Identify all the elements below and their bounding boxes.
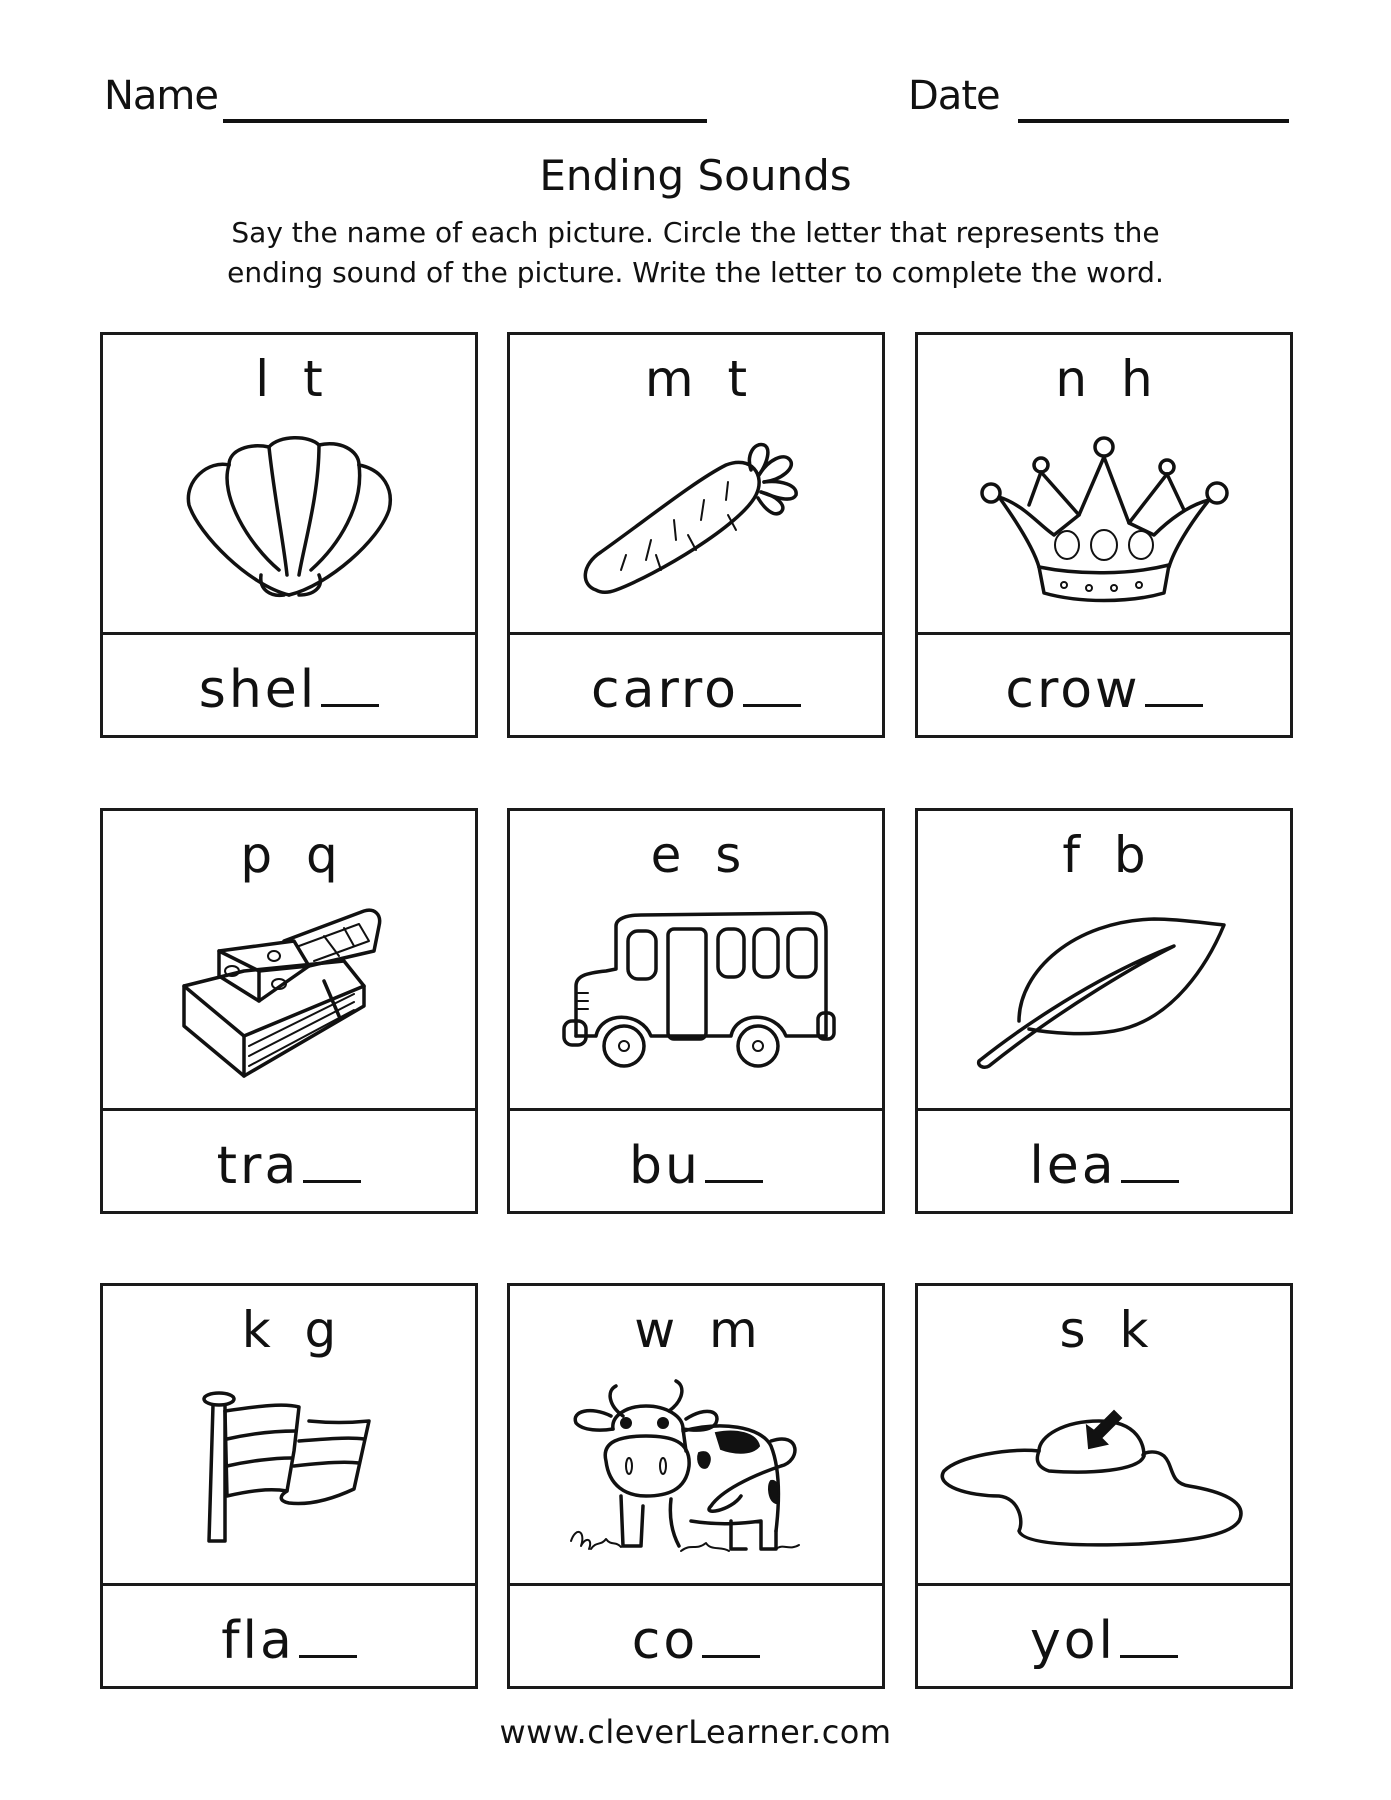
- card-shell: [100, 332, 478, 738]
- word-prompt: [103, 645, 475, 735]
- letter-choices[interactable]: s k: [1059, 1301, 1149, 1359]
- word-text: bu: [629, 1136, 701, 1196]
- word-prompt: [103, 1596, 475, 1686]
- word-text: yol: [1029, 1611, 1117, 1671]
- egg-yolk-icon: [918, 1364, 1290, 1578]
- name-field-line[interactable]: [223, 119, 707, 123]
- card-leaf: [915, 808, 1293, 1214]
- word-text: shel: [198, 660, 318, 720]
- card-carrot: [507, 332, 885, 738]
- card-divider: [103, 1108, 475, 1111]
- letter-choices[interactable]: l t: [255, 350, 323, 408]
- instructions-line-1: Say the name of each picture. Circle the letter that represents the: [231, 216, 1160, 249]
- card-divider: [510, 632, 882, 635]
- letter-choices[interactable]: p q: [240, 826, 338, 884]
- answer-blank[interactable]: [1145, 704, 1203, 707]
- flag-icon: [103, 1364, 475, 1578]
- word-text: tra: [216, 1136, 300, 1196]
- word-prompt: [510, 1121, 882, 1211]
- card-divider: [918, 632, 1290, 635]
- card-crown: [915, 332, 1293, 738]
- card-divider: [510, 1583, 882, 1586]
- carrot-icon: [510, 413, 882, 627]
- card-bus: [507, 808, 885, 1214]
- letter-choices[interactable]: n h: [1055, 350, 1153, 408]
- word-prompt: [918, 1121, 1290, 1211]
- name-label: Name: [104, 73, 219, 119]
- card-flag: [100, 1283, 478, 1689]
- word-text: co: [631, 1611, 699, 1671]
- card-trap: [100, 808, 478, 1214]
- word-text: carro: [591, 660, 739, 720]
- word-prompt: [510, 1596, 882, 1686]
- date-field-line[interactable]: [1018, 119, 1289, 123]
- answer-blank[interactable]: [321, 704, 379, 707]
- card-divider: [918, 1108, 1290, 1111]
- answer-blank[interactable]: [702, 1655, 760, 1658]
- answer-blank[interactable]: [743, 704, 801, 707]
- letter-choices[interactable]: w m: [634, 1301, 758, 1359]
- letter-choices[interactable]: f b: [1062, 826, 1146, 884]
- mousetrap-icon: [103, 889, 475, 1103]
- card-yolk: [915, 1283, 1293, 1689]
- letter-choices[interactable]: e s: [650, 826, 742, 884]
- card-divider: [103, 632, 475, 635]
- shell-icon: [103, 413, 475, 627]
- word-prompt: [103, 1121, 475, 1211]
- answer-blank[interactable]: [1121, 1180, 1179, 1183]
- answer-blank[interactable]: [299, 1655, 357, 1658]
- word-prompt: [510, 645, 882, 735]
- page-title: Ending Sounds: [539, 151, 852, 200]
- answer-blank[interactable]: [303, 1180, 361, 1183]
- word-prompt: [918, 645, 1290, 735]
- card-divider: [510, 1108, 882, 1111]
- letter-choices[interactable]: m t: [644, 350, 748, 408]
- cow-icon: [510, 1364, 882, 1578]
- card-divider: [103, 1583, 475, 1586]
- date-label: Date: [908, 73, 1000, 119]
- card-divider: [918, 1583, 1290, 1586]
- footer-url[interactable]: www.cleverLearner.com: [499, 1713, 892, 1751]
- answer-blank[interactable]: [1120, 1655, 1178, 1658]
- word-prompt: [918, 1596, 1290, 1686]
- word-text: crow: [1005, 660, 1141, 720]
- bus-icon: [510, 889, 882, 1103]
- card-cow: [507, 1283, 885, 1689]
- letter-choices[interactable]: k g: [241, 1301, 337, 1359]
- answer-blank[interactable]: [705, 1180, 763, 1183]
- word-text: fla: [221, 1611, 295, 1671]
- crown-icon: [918, 413, 1290, 627]
- instructions-line-2: ending sound of the picture. Write the letter to complete the word.: [227, 256, 1164, 289]
- leaf-icon: [918, 889, 1290, 1103]
- word-text: lea: [1029, 1136, 1117, 1196]
